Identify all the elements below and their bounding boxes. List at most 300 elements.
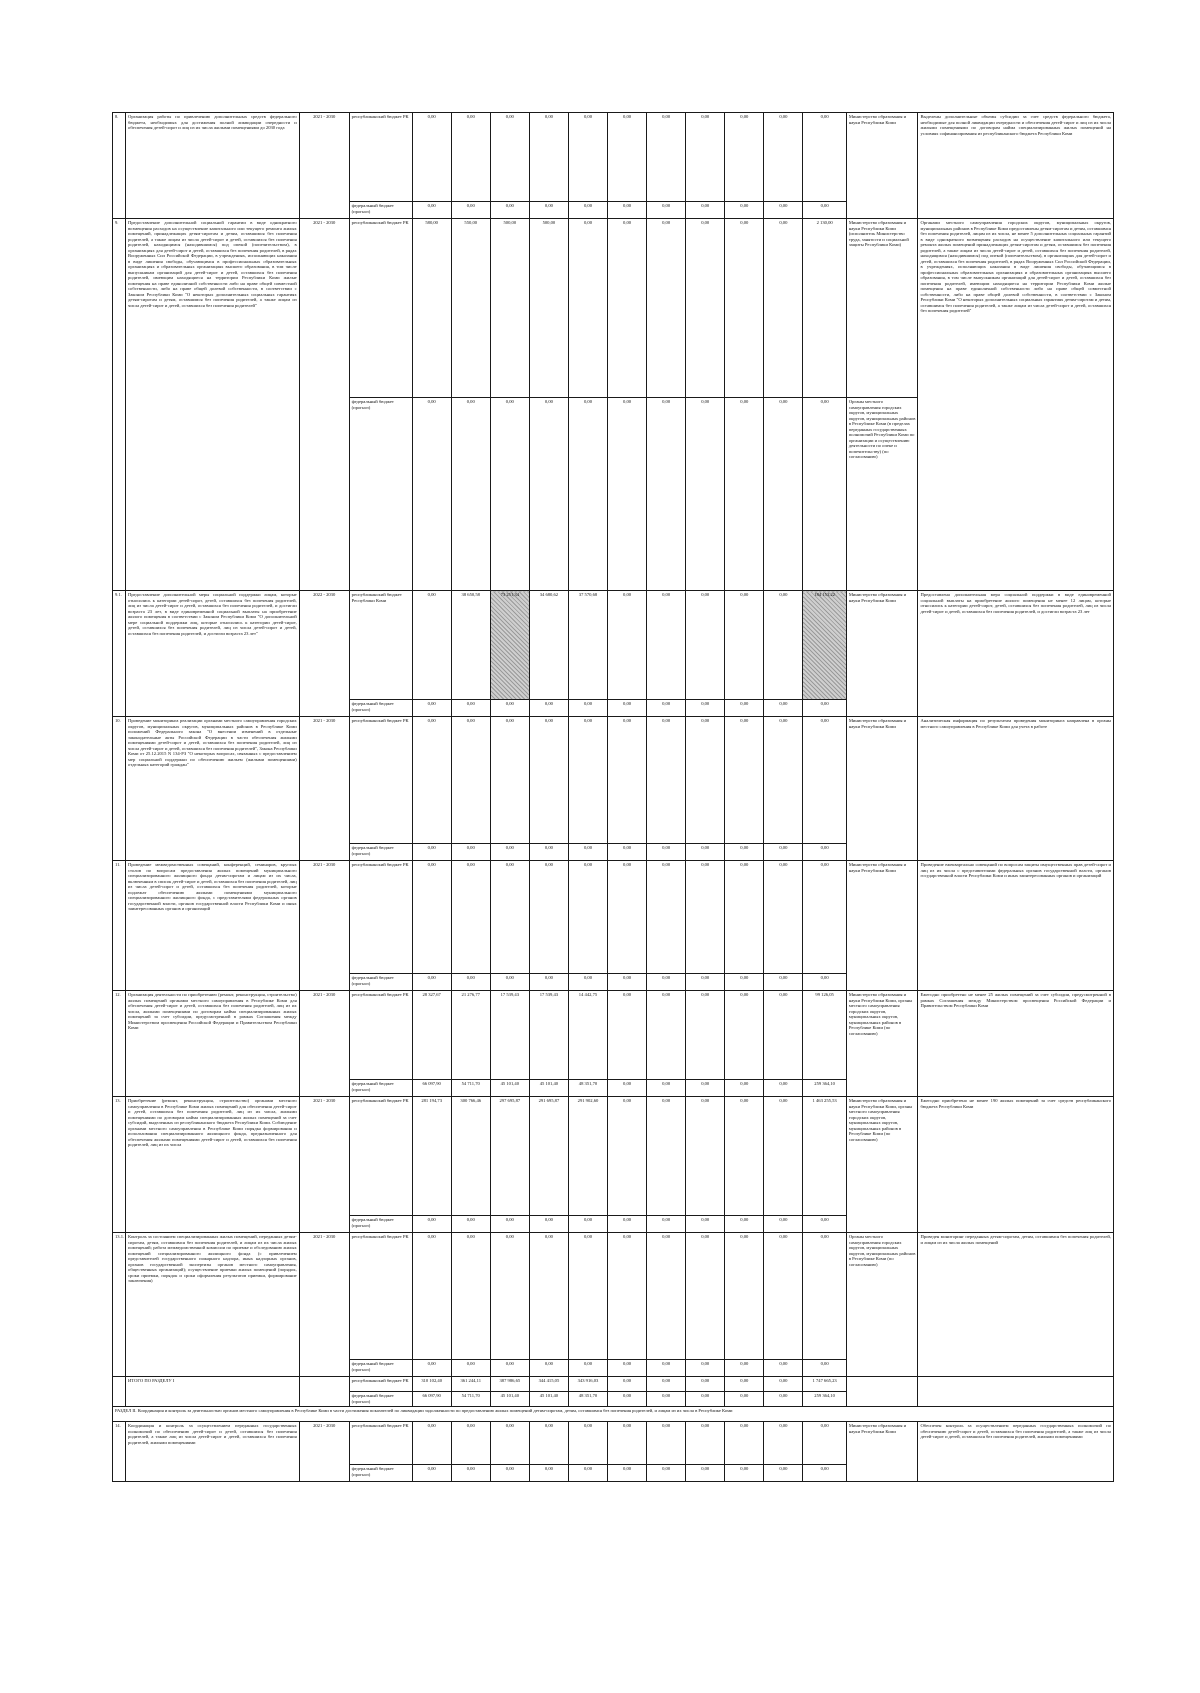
amount-cell: 0,00 (803, 1233, 846, 1360)
amount-cell: 580,00 (412, 219, 451, 398)
amount-cell: 281 194,73 (412, 1097, 451, 1216)
amount-cell: 0,00 (686, 1097, 725, 1216)
amount-cell: 0,00 (764, 1465, 803, 1482)
amount-cell: 0,00 (803, 974, 846, 991)
item-result: Выделены дополнительные объемы субсидии за счет средств федерального бюджета, необходимые для полной ликвидации очередности и обеспечения детей-сирот и лиц из их числа жилыми помещениями по договорам найма специализированных жилых помещений на условиях софинансирования из республиканского бюджета Республики Коми (918, 113, 1114, 219)
amount-cell: 0,00 (608, 1233, 647, 1360)
amount-cell: 0,00 (451, 844, 490, 861)
amount-cell: 344 415,05 (529, 1377, 568, 1392)
amount-cell: 0,00 (764, 717, 803, 844)
amount-cell: 184 153,22 (803, 591, 846, 700)
amount-cell: 0,00 (725, 717, 764, 844)
amount-cell: 0,00 (608, 219, 647, 398)
amount-cell: 0,00 (764, 398, 803, 591)
amount-cell: 0,00 (490, 1360, 529, 1377)
amount-cell: 0,00 (412, 861, 451, 974)
amount-cell: 0,00 (686, 113, 725, 202)
amount-cell: 0,00 (647, 219, 686, 398)
amount-cell: 0,00 (529, 113, 568, 202)
table-row (113, 591, 1114, 700)
amount-cell: 21 276,77 (451, 991, 490, 1080)
item-executor: Министерство образования и науки Республики Коми (846, 591, 918, 717)
table-row (113, 861, 1114, 974)
item-result: Предоставлена дополнительная мера социальной поддержки в виде единовременной социальной выплаты на приобретение жилого помещения не менее 12 лицам, которые относились к категории детей-сирот, детей, оставшихся без попечения родителей, лиц из числа детей-сирот и детей, оставшихся без попечения родителей, и достигли возраста 23 лет (918, 591, 1114, 717)
amount-cell: 66 097,90 (412, 1080, 451, 1097)
table-row (113, 113, 1114, 202)
amount-cell: 0,00 (608, 1465, 647, 1482)
amount-cell: 0,00 (725, 844, 764, 861)
amount-cell: 0,00 (608, 1216, 647, 1233)
amount-cell: 0,00 (568, 700, 607, 717)
funding-source: федеральный бюджет (прогноз) (349, 844, 412, 861)
item-executor: Органы местного самоуправления городских округов, муниципальных округов, муниципальных районов в Республике Коми (в пределах переданных государственных полномочий Республики Коми по организации и осуществлению деятельности по опеке и попечительству) (по согласованию) (846, 398, 918, 591)
item-result: Проведен мониторинг переданных детям-сиротам, детям, оставшимся без попечения родителей, и лицам из их числа жилых помещений (918, 1233, 1114, 1377)
amount-cell: 0,00 (647, 717, 686, 844)
amount-cell: 0,00 (686, 844, 725, 861)
item-period: 2021 - 2030 (299, 1233, 349, 1377)
amount-cell: 0,00 (568, 1360, 607, 1377)
amount-cell: 0,00 (725, 202, 764, 219)
section-header-row (113, 1407, 1114, 1422)
item-result: Обеспечен контроль за осуществлением переданных государственных полномочий по обеспечению детей-сирот и детей, оставшихся без попечения родителей, а также лиц из числа детей-сирот и детей, оставшихся без попечения родителей, жилыми помещениями (918, 1422, 1114, 1482)
amount-cell: 0,00 (725, 861, 764, 974)
item-period: 2022 - 2030 (299, 591, 349, 717)
amount-cell: 387 986,65 (490, 1377, 529, 1392)
item-number: 13.1. (113, 1233, 126, 1377)
amount-cell: 38 650,58 (451, 591, 490, 700)
amount-cell: 0,00 (647, 1392, 686, 1407)
amount-cell: 0,00 (725, 1422, 764, 1465)
amount-cell: 0,00 (608, 700, 647, 717)
amount-cell: 300 766,46 (451, 1097, 490, 1216)
amount-cell: 0,00 (529, 398, 568, 591)
amount-cell: 0,00 (647, 991, 686, 1080)
amount-cell: 0,00 (764, 844, 803, 861)
amount-cell: 0,00 (686, 1233, 725, 1360)
amount-cell: 0,00 (647, 700, 686, 717)
amount-cell: 0,00 (568, 844, 607, 861)
total-number-cell (113, 1377, 126, 1407)
item-description: Приобретение (ремонт, реконструкция, строительство) органами местного самоуправления в Республике Коми жилых помещений для обеспечения детей-сирот и детей, оставшихся без попечения родителей, лиц из их числа, жилыми помещениями по договорам найма специализированных жилых помещений за счет субсидий, выделенных из республиканского бюджета Республики Коми. Соблюдение органами местного самоуправления в Республике Коми порядка формирования и использования специализированного жилищного фонда, предназначенного для обеспечения жилыми помещениями детей-сирот и детей, оставшихся без попечения родителей, лиц из их числа (126, 1097, 300, 1233)
amount-cell: 0,00 (725, 1377, 764, 1392)
amount-cell: 0,00 (803, 861, 846, 974)
amount-cell: 0,00 (764, 1233, 803, 1360)
amount-cell: 0,00 (725, 991, 764, 1080)
amount-cell: 0,00 (686, 1216, 725, 1233)
funding-source: федеральный бюджет (прогноз) (349, 398, 412, 591)
amount-cell: 0,00 (647, 1360, 686, 1377)
item-period: 2021 - 2030 (299, 717, 349, 861)
amount-cell: 0,00 (764, 1216, 803, 1233)
item-number: 11. (113, 861, 126, 991)
amount-cell: 0,00 (529, 1465, 568, 1482)
amount-cell: 0,00 (686, 861, 725, 974)
amount-cell: 0,00 (608, 591, 647, 700)
amount-cell: 0,00 (686, 1377, 725, 1392)
amount-cell: 0,00 (647, 1216, 686, 1233)
amount-cell: 0,00 (686, 1080, 725, 1097)
amount-cell: 361 244,11 (451, 1377, 490, 1392)
amount-cell: 0,00 (451, 861, 490, 974)
item-period: 2021 - 2030 (299, 991, 349, 1097)
amount-cell: 297 695,87 (490, 1097, 529, 1216)
amount-cell: 0,00 (568, 1465, 607, 1482)
amount-cell: 0,00 (803, 1422, 846, 1465)
table-row (113, 991, 1114, 1080)
amount-cell: 0,00 (490, 717, 529, 844)
item-number: 9. (113, 219, 126, 591)
amount-cell: 66 097,90 (412, 1392, 451, 1407)
amount-cell: 1 463 255,53 (803, 1097, 846, 1216)
section-heading: РАЗДЕЛ II. Координация и контроль за деятельностью органов местного самоуправления в Республике Коми в части достижения показателей по ликвидации задолженности по предоставлению жилых помещений детям-сиротам, детям, оставшимся без попечения родителей, и лицам из их числа в Республике Коми (113, 1407, 1114, 1422)
funding-source: федеральный бюджет (прогноз) (349, 202, 412, 219)
amount-cell: 0,00 (725, 1080, 764, 1097)
amount-cell: 0,00 (568, 717, 607, 844)
amount-cell: 0,00 (647, 202, 686, 219)
amount-cell: 0,00 (608, 113, 647, 202)
funding-source: республиканский бюджет РК (349, 991, 412, 1080)
amount-cell: 0,00 (412, 1360, 451, 1377)
funding-source: федеральный бюджет (прогноз) (349, 1360, 412, 1377)
amount-cell: 0,00 (647, 398, 686, 591)
funding-source: республиканский бюджет РК (349, 219, 412, 398)
amount-cell: 500,00 (529, 219, 568, 398)
amount-cell: 17 539,43 (529, 991, 568, 1080)
amount-cell: 0,00 (686, 974, 725, 991)
amount-cell: 0,00 (647, 1377, 686, 1392)
amount-cell: 0,00 (412, 700, 451, 717)
amount-cell: 0,00 (647, 113, 686, 202)
amount-cell: 0,00 (608, 1360, 647, 1377)
amount-cell: 28 327,67 (412, 991, 451, 1080)
amount-cell: 0,00 (451, 1360, 490, 1377)
amount-cell: 0,00 (529, 1216, 568, 1233)
amount-cell: 0,00 (647, 1080, 686, 1097)
amount-cell: 0,00 (764, 1422, 803, 1465)
amount-cell: 0,00 (803, 1360, 846, 1377)
amount-cell: 291 695,87 (529, 1097, 568, 1216)
amount-cell: 550,00 (451, 219, 490, 398)
item-result: Проведение ежеквартально совещаний по вопросам защиты имущественных прав детей-сирот и лиц из их числа с представителями федеральных органов государственной власти, органов государственной власти Республики Коми и иных заинтересованных органов и организаций (918, 861, 1114, 991)
item-executor: Органы местного самоуправления городских округов, муниципальных округов, муниципальных районов в Республике Коми (по согласованию) (846, 1233, 918, 1377)
amount-cell: 0,00 (451, 700, 490, 717)
amount-cell: 0,00 (412, 1216, 451, 1233)
amount-cell: 0,00 (608, 1097, 647, 1216)
amount-cell: 0,00 (647, 844, 686, 861)
amount-cell: 0,00 (764, 202, 803, 219)
amount-cell: 17 539,43 (490, 991, 529, 1080)
amount-cell: 0,00 (608, 717, 647, 844)
item-executor: Министерство образования и науки Республики Коми (846, 1422, 918, 1482)
amount-cell: 99 126,05 (803, 991, 846, 1080)
amount-cell: 0,00 (686, 398, 725, 591)
amount-cell: 0,00 (608, 991, 647, 1080)
amount-cell: 0,00 (529, 861, 568, 974)
amount-cell: 259 364,10 (803, 1392, 846, 1407)
amount-cell: 0,00 (490, 202, 529, 219)
amount-cell: 0,00 (764, 1080, 803, 1097)
amount-cell: 0,00 (764, 1097, 803, 1216)
amount-cell: 0,00 (412, 1233, 451, 1360)
amount-cell: 0,00 (451, 974, 490, 991)
amount-cell: 0,00 (529, 202, 568, 219)
amount-cell: 0,00 (451, 1465, 490, 1482)
amount-cell: 0,00 (803, 717, 846, 844)
amount-cell: 0,00 (764, 861, 803, 974)
amount-cell: 0,00 (529, 700, 568, 717)
item-number: 10. (113, 717, 126, 861)
amount-cell: 0,00 (608, 1392, 647, 1407)
amount-cell: 0,00 (608, 1377, 647, 1392)
amount-cell: 0,00 (568, 219, 607, 398)
amount-cell: 0,00 (608, 861, 647, 974)
table-row (113, 1233, 1114, 1360)
amount-cell: 291 902,60 (568, 1097, 607, 1216)
amount-cell: 0,00 (764, 113, 803, 202)
amount-cell: 0,00 (529, 1233, 568, 1360)
amount-cell: 0,00 (608, 1080, 647, 1097)
amount-cell: 0,00 (608, 844, 647, 861)
amount-cell: 0,00 (725, 1097, 764, 1216)
amount-cell: 45 101,40 (490, 1392, 529, 1407)
amount-cell: 0,00 (725, 219, 764, 398)
amount-cell: 259 364,10 (803, 1080, 846, 1097)
amount-cell: 0,00 (725, 700, 764, 717)
amount-cell: 0,00 (490, 398, 529, 591)
amount-cell: 0,00 (490, 1233, 529, 1360)
amount-cell: 45 101,40 (529, 1080, 568, 1097)
funding-source: федеральный бюджет (прогноз) (349, 1392, 412, 1407)
funding-source: республиканский бюджет РК (349, 113, 412, 202)
item-result: Органами местного самоуправления городских округов, муниципальных округов, муниципальных районов в Республике Коми предоставлены детям-сиротам и детям, оставшимся без попечения родителей, лицам из их числа, не менее 5 дополнительных социальных гарантий в виде однократного возмещения расходов на осуществление капитального или текущего ремонта жилых помещений принадлежащих детям-сиротам и детям, оставшимся без попечения родителей, а также лицам из числа детей-сирот и детей, оставшихся без попечения родителей, находящимся (находившимся) под опекой (попечительством), в организациях для детей-сирот и детей, оставшихся без попечения родителей, в рядах Вооруженных Сил Российской Федерации, в учреждениях, исполняющих наказания в виде лишения свободы, обучающимся в профессиональных образовательных организациях и образовательных организациях высшего образования, в том числе выпускникам организаций для детей-сирот и детей, оставшихся без попечения родителей, имеющим находящиеся на территории Республики Коми жилые помещения на праве единоличной собственности либо на праве общей совместной собственности, либо на праве общей долевой собственности, в соответствии с Законом Республики Коми "О некоторых дополнительных социальных гарантиях детям-сиротам и детям, оставшимся без попечения родителей, а также лицам из числа детей-сирот и детей, оставшихся без попечения родителей" (918, 219, 1114, 591)
item-executor: Министерство образования и науки Республики Коми (846, 717, 918, 861)
item-description: Организация деятельности по приобретению (ремонт, реконструкция, строительство) жилых помещений органами местного самоуправления в Республике Коми для обеспечения детей-сирот и детей, оставшихся без попечения родителей, лиц из их числа, жилыми помещениями по договорам найма специализированных жилых помещений за счет субсидии, предусмотренной в рамках Соглашения между Министерством просвещения Российской Федерации и Правительством Республики Коми (126, 991, 300, 1097)
total-label: ИТОГО ПО РАЗДЕЛУ I (126, 1377, 300, 1407)
amount-cell: 0,00 (764, 1377, 803, 1392)
table-row (113, 1097, 1114, 1216)
amount-cell: 0,00 (608, 398, 647, 591)
funding-source: республиканский бюджет РК (349, 1422, 412, 1465)
amount-cell: 48 351,70 (568, 1080, 607, 1097)
table-row (113, 717, 1114, 844)
amount-cell: 0,00 (803, 113, 846, 202)
amount-cell: 0,00 (803, 202, 846, 219)
table-row (113, 1422, 1114, 1465)
funding-source: республиканский бюджет РК (349, 1097, 412, 1216)
item-number: 12. (113, 991, 126, 1097)
item-executor: Министерство образования и науки Республики Коми, органы местного самоуправления городских округов, муниципальных округов, муниципальных районов в Республике Коми (по согласованию) (846, 991, 918, 1097)
amount-cell: 500,00 (490, 219, 529, 398)
amount-cell: 0,00 (803, 1465, 846, 1482)
amount-cell: 310 102,40 (412, 1377, 451, 1392)
funding-source: республиканский бюджет Республики Коми (349, 591, 412, 700)
amount-cell: 45 101,40 (490, 1080, 529, 1097)
amount-cell: 34 680,62 (529, 591, 568, 700)
amount-cell: 14 442,75 (568, 991, 607, 1080)
amount-cell: 0,00 (490, 974, 529, 991)
amount-cell: 0,00 (803, 844, 846, 861)
amount-cell: 2 130,00 (803, 219, 846, 398)
amount-cell: 0,00 (764, 700, 803, 717)
funding-source: республиканский бюджет РК (349, 717, 412, 844)
item-executor: Министерство образования и науки Республики Коми, органы местного самоуправления городских округов, муниципальных округов, муниципальных районов в Республике Коми (по согласованию) (846, 1097, 918, 1233)
item-result: Ежегодно приобретено не менее 25 жилых помещений за счет субсидии, предусмотренной в рамках Соглашения между Министерством просвещения Российской Федерации и Правительством Республики Коми (918, 991, 1114, 1097)
total-row (113, 1377, 1114, 1392)
amount-cell: 0,00 (803, 398, 846, 591)
item-executor: Министерство образования и науки Республики Коми (исполнитель Министерство труда, занятости и социальной защиты Республики Коми) (846, 219, 918, 398)
amount-cell: 0,00 (764, 591, 803, 700)
amount-cell: 0,00 (647, 1233, 686, 1360)
amount-cell: 0,00 (412, 1422, 451, 1465)
amount-cell: 0,00 (647, 1422, 686, 1465)
amount-cell: 0,00 (490, 1216, 529, 1233)
amount-cell: 0,00 (686, 991, 725, 1080)
table-row (113, 219, 1114, 398)
item-number: 8. (113, 113, 126, 219)
amount-cell: 0,00 (725, 1392, 764, 1407)
amount-cell: 0,00 (568, 974, 607, 991)
funding-source: федеральный бюджет (прогноз) (349, 1216, 412, 1233)
amount-cell: 0,00 (490, 1465, 529, 1482)
amount-cell: 0,00 (686, 202, 725, 219)
amount-cell: 0,00 (490, 1422, 529, 1465)
item-result: Аналитическая информация по результатам проведения мониторинга направлена в органы местного самоуправления в Республике Коми для учета в работе (918, 717, 1114, 861)
funding-source: республиканский бюджет РК (349, 1377, 412, 1392)
amount-cell: 0,00 (451, 398, 490, 591)
amount-cell: 0,00 (490, 113, 529, 202)
amount-cell: 0,00 (412, 202, 451, 219)
funding-source: федеральный бюджет (прогноз) (349, 700, 412, 717)
amount-cell: 0,00 (412, 717, 451, 844)
amount-cell: 0,00 (725, 1233, 764, 1360)
amount-cell: 0,00 (568, 398, 607, 591)
item-description: Организация работы по привлечению дополнительных средств федерального бюджета, необходимых для достижения полной ликвидации очередности и обеспечения детей-сирот и лиц из их числа жилыми помещениями до 2030 года (126, 113, 300, 219)
amount-cell: 0,00 (725, 591, 764, 700)
program-table (112, 112, 1114, 1482)
amount-cell: 0,00 (490, 844, 529, 861)
amount-cell: 0,00 (764, 1392, 803, 1407)
amount-cell: 343 916,03 (568, 1377, 607, 1392)
item-period: 2021 - 2030 (299, 219, 349, 591)
total-result-cell (918, 1377, 1114, 1407)
amount-cell: 0,00 (686, 1422, 725, 1465)
amount-cell: 0,00 (647, 1465, 686, 1482)
amount-cell: 0,00 (608, 1422, 647, 1465)
amount-cell: 0,00 (412, 398, 451, 591)
funding-source: республиканский бюджет РК (349, 861, 412, 974)
amount-cell: 0,00 (568, 202, 607, 219)
amount-cell: 0,00 (686, 1360, 725, 1377)
amount-cell: 0,00 (725, 113, 764, 202)
amount-cell: 0,00 (529, 974, 568, 991)
funding-source: федеральный бюджет (прогноз) (349, 1465, 412, 1482)
amount-cell: 54 711,70 (451, 1392, 490, 1407)
amount-cell: 0,00 (608, 974, 647, 991)
amount-cell: 0,00 (568, 861, 607, 974)
amount-cell: 0,00 (412, 1465, 451, 1482)
amount-cell: 54 711,70 (451, 1080, 490, 1097)
amount-cell: 0,00 (725, 1465, 764, 1482)
amount-cell: 37 570,68 (568, 591, 607, 700)
amount-cell: 0,00 (686, 700, 725, 717)
amount-cell: 0,00 (686, 1392, 725, 1407)
amount-cell: 0,00 (568, 1233, 607, 1360)
amount-cell: 0,00 (686, 1465, 725, 1482)
item-period: 2021 - 2030 (299, 113, 349, 219)
item-number: 9.1. (113, 591, 126, 717)
item-executor: Министерство образования и науки Республики Коми (846, 113, 918, 219)
item-description: Предоставление дополнительной меры социальной поддержки лицам, которые относились к категории детей-сирот, детей, оставшихся без попечения родителей, лиц из числа детей-сирот и детей, оставшихся без попечения родителей, и достигли возраста 23 лет, в виде единовременной социальной выплаты на приобретение жилого помещения в соответствии с Законом Республики Коми "О дополнительной мере социальной поддержки лиц, которые относились к категории детей-сирот, детей, оставшихся без попечения родителей, лиц из числа детей-сирот и детей, оставшихся без попечения родителей, и достигли возраста 23 лет" (126, 591, 300, 717)
total-executor-cell (846, 1377, 918, 1407)
amount-cell: 0,00 (725, 398, 764, 591)
item-description: Проведение межведомственных совещаний, конференций, семинаров, круглых столов по вопросам предоставления жилых помещений муниципального специализированного жилищного фонда детям-сиротам и лицам из их числа, включенным в список детей-сирот и детей, оставшихся без попечения родителей, лиц из числа детей-сирот и детей, оставшихся без попечения родителей, которые подлежат обеспечению жилыми помещениями муниципального специализированного жилищного фонда, с представителями федеральных органов государственной власти, органов государственной власти Республики Коми и иных заинтересованных органов и организаций (126, 861, 300, 991)
amount-cell: 0,00 (412, 591, 451, 700)
item-description: Контроль за состоянием специализированных жилых помещений, переданных детям-сиротам, детям, оставшимся без попечения родителей, и лицам из их числа жилых помещений; работа межведомственной комиссии по приемке и обследованию жилых помещений специализированного жилищного фонда (с привлечением представителей государственного пожарного надзора, иных надзорных органов, органов государственной экспертизы органов местного самоуправления, общественных организаций); осуществление приемки жилых помещений (порядок, сроки приемки, порядок и сроки оформления результатов приемки, формирование заключения) (126, 1233, 300, 1377)
amount-cell: 0,00 (686, 591, 725, 700)
document-page (112, 112, 1114, 1482)
amount-cell: 73 251,34 (490, 591, 529, 700)
item-period: 2021 - 2030 (299, 1097, 349, 1233)
amount-cell: 0,00 (490, 861, 529, 974)
amount-cell: 0,00 (764, 1360, 803, 1377)
amount-cell: 0,00 (803, 1216, 846, 1233)
amount-cell: 0,00 (568, 1216, 607, 1233)
amount-cell: 0,00 (412, 113, 451, 202)
item-result: Ежегодно приобретено не менее 190 жилых помещений за счет средств республиканского бюджета Республики Коми (918, 1097, 1114, 1233)
amount-cell: 0,00 (529, 1422, 568, 1465)
amount-cell: 0,00 (686, 717, 725, 844)
amount-cell: 0,00 (725, 974, 764, 991)
amount-cell: 0,00 (764, 219, 803, 398)
amount-cell: 0,00 (529, 844, 568, 861)
amount-cell: 0,00 (451, 1233, 490, 1360)
amount-cell: 0,00 (490, 700, 529, 717)
amount-cell: 0,00 (412, 974, 451, 991)
amount-cell: 0,00 (529, 1360, 568, 1377)
amount-cell: 0,00 (568, 1422, 607, 1465)
item-period: 2021 - 2030 (299, 1422, 349, 1482)
amount-cell: 0,00 (647, 1097, 686, 1216)
amount-cell: 0,00 (529, 717, 568, 844)
amount-cell: 0,00 (647, 591, 686, 700)
amount-cell: 0,00 (451, 1422, 490, 1465)
amount-cell: 0,00 (451, 113, 490, 202)
amount-cell: 1 747 665,23 (803, 1377, 846, 1392)
item-executor: Министерство образования и науки Республики Коми (846, 861, 918, 991)
amount-cell: 0,00 (647, 861, 686, 974)
amount-cell: 48 351,70 (568, 1392, 607, 1407)
amount-cell: 45 101,40 (529, 1392, 568, 1407)
amount-cell: 0,00 (451, 717, 490, 844)
amount-cell: 0,00 (686, 219, 725, 398)
item-period: 2021 - 2030 (299, 861, 349, 991)
item-number: 13. (113, 1097, 126, 1233)
item-description: Проведение мониторинга реализации органами местного самоуправления городских округов, муниципальных округов, муниципальных районов в Республике Коми положений Федерального закона "О внесении изменений в отдельные законодательные акты Российской Федерации в части обеспечения жилыми помещениями детей-сирот и детей, оставшихся без попечения родителей, лиц из числа детей-сирот и детей, оставшихся без попечения родителей", Закона Республики Коми от 25.12.2015 N 134-РЗ "О некоторых вопросах, связанных с предоставлением мер социальной поддержки по обеспечению жильем (жилыми помещениями) отдельных категорий граждан" (126, 717, 300, 861)
amount-cell: 0,00 (803, 700, 846, 717)
funding-source: федеральный бюджет (прогноз) (349, 974, 412, 991)
total-period-cell (299, 1377, 349, 1407)
amount-cell: 0,00 (451, 1216, 490, 1233)
amount-cell: 0,00 (451, 202, 490, 219)
funding-source: республиканский бюджет РК (349, 1233, 412, 1360)
amount-cell: 0,00 (647, 974, 686, 991)
amount-cell: 0,00 (764, 991, 803, 1080)
funding-source: федеральный бюджет (прогноз) (349, 1080, 412, 1097)
amount-cell: 0,00 (725, 1216, 764, 1233)
amount-cell: 0,00 (725, 1360, 764, 1377)
item-number: 14. (113, 1422, 126, 1482)
amount-cell: 0,00 (764, 974, 803, 991)
